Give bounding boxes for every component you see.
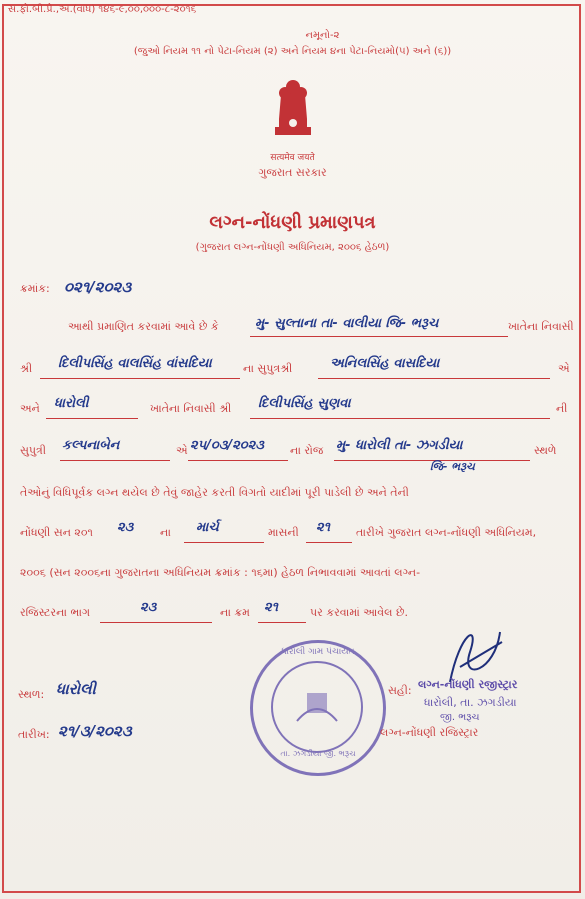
- line3-mid: ખાતેના નિવાસી શ્રી: [150, 402, 232, 415]
- line1-prefix: આથી પ્રમાણિત કરવામાં આવે છે કે: [68, 320, 219, 333]
- line3-value2: દિલીપસિંહ સુણવા: [258, 396, 351, 411]
- seal-bottom-text: તા. ઝગડીયા જી. ભરૂચ: [280, 749, 356, 758]
- line8-mid: ના ક્રમ: [220, 606, 250, 619]
- seal-emblem-icon: [293, 687, 341, 727]
- line4-underline-b: [188, 460, 288, 461]
- line8-suffix: પર કરવામાં આવેલ છે.: [310, 606, 408, 619]
- line2-underline-a: [40, 378, 240, 379]
- line6-suffix: તારીખે ગુજરાત લગ્ન-નોંધણી અધિનિયમ,: [356, 526, 537, 539]
- line6-mid2: માસની: [268, 526, 299, 539]
- emblem-icon: [265, 75, 321, 145]
- line2-prefix: શ્રી: [20, 362, 33, 375]
- seal-top-text: ધારોલી ગામ પંચાયત: [281, 647, 355, 657]
- line3-underline-b: [250, 418, 550, 419]
- date-label: તારીખ:: [18, 728, 50, 741]
- line2-value: દિલીપસિંહ વાલસિંહ વાંસદિયા: [58, 356, 212, 371]
- line7: ૨૦૦૬ (સન ૨૦૦૬ના ગુજરાતના અધિનિયમ ક્રમાંક : ૧૬મા) હેઠળ નિભાવવામાં આવતાં લગ્ન-: [20, 566, 421, 579]
- line4-prefix: સુપુત્રી: [20, 444, 46, 457]
- line6-mid1: ના: [160, 526, 171, 539]
- line6-day: ૨૧: [316, 520, 331, 535]
- rule-reference: (જુઓ નિયમ ૧૧ નો પેટા-નિયમ (૨) અને નિયમ ૪ના પેટા-નિયમો(૫) અને (૬)): [133, 46, 452, 57]
- stamp-text: લગ્ન-નોંધણી રજીસ્ટ્રાર: [418, 678, 518, 691]
- line4-value: કલ્પનાબેન: [62, 438, 120, 453]
- line8-underline-serial: [258, 622, 306, 623]
- line6-year: ૨૩: [117, 520, 134, 535]
- line4-mid1: એ: [176, 444, 188, 457]
- line2-mid: ના સુપુત્રશ્રી: [243, 362, 293, 375]
- registrar-title: લગ્ન-નોંધણી રજિસ્ટ્રાર: [380, 726, 479, 739]
- line6-underline-month: [184, 542, 264, 543]
- line6-prefix: નોંધણી સન ૨૦૧: [20, 526, 93, 539]
- line6-underline-day: [306, 542, 352, 543]
- stamp-place: ધારોલી, તા. ઝગડીયા: [424, 696, 517, 709]
- place-value: ધારોલી: [56, 680, 96, 698]
- line3-value: ધારોલી: [54, 396, 89, 411]
- print-reference: સ.ફો.બી.પ્રે.,અ.(વાધ) ૧૪૬-૯,૦૦,૦૦૦-૮-૨૦૧૬: [8, 4, 197, 15]
- line2-suffix: એ: [558, 362, 570, 375]
- government: ગુજરાત સરકાર: [258, 166, 327, 179]
- line3-prefix: અને: [20, 402, 40, 415]
- line4-suffix: સ્થળે: [534, 444, 557, 457]
- date-value: ૨૧/૩/૨૦૨૩: [58, 722, 132, 740]
- line4-date: ૨૫/૦૩/૨૦૨૩: [190, 438, 264, 453]
- line6-month: માર્ચ: [196, 520, 219, 535]
- certificate-subtitle: (ગુજરાત લગ્ન-નોંધણી અધિનિયમ, ૨૦૦૬ હેઠળ): [195, 242, 390, 253]
- line1-value: મુ- સુલ્તાના તા- વાલીયા જિ- ભરૂચ: [255, 316, 439, 331]
- line1-suffix: ખાતેના નિવાસી: [508, 320, 574, 333]
- place-label: સ્થળ:: [18, 688, 45, 701]
- stamp-district: જી. ભરૂચ: [440, 712, 480, 723]
- line8-underline-part: [100, 622, 212, 623]
- panchayat-seal: [250, 640, 386, 776]
- serial-label: ક્રમાંક:: [20, 282, 50, 295]
- line8-serial: ૨૧: [264, 600, 279, 615]
- motto: सत्यमेव जयते: [270, 153, 315, 163]
- line4-mid2: ના રોજ: [290, 444, 324, 457]
- line8-part: ૨૩: [140, 600, 157, 615]
- line1-underline: [250, 336, 508, 337]
- line3-underline-a: [46, 418, 138, 419]
- line8-prefix: રજિસ્ટરના ભાગ: [20, 606, 91, 619]
- form-number: નમૂનો-૨: [305, 30, 340, 41]
- certificate-title: લગ્ન-નોંધણી પ્રમાણપત્ર: [209, 212, 376, 233]
- line4-place: મુ- ધારોલી તા- ઝગડીયા: [336, 438, 463, 453]
- line5: તેઓનું વિધિપૂર્વક લગ્ન થયેલ છે તેવું જાહેર કરતી વિગતો યાદીમાં પૂરી પાડેલી છે અને તેની: [20, 486, 409, 499]
- line4-underline-a: [60, 460, 170, 461]
- serial-value: ૦૨૧/૨૦૨૩: [64, 278, 132, 296]
- sign-label: સહી:: [388, 684, 412, 697]
- line3-suffix: ની: [556, 402, 568, 415]
- line2-underline-b: [318, 378, 550, 379]
- line4-place2: જિ- ભરૂચ: [430, 460, 475, 473]
- line2-value2: અનિલસિંહ વાસદિયા: [330, 356, 440, 371]
